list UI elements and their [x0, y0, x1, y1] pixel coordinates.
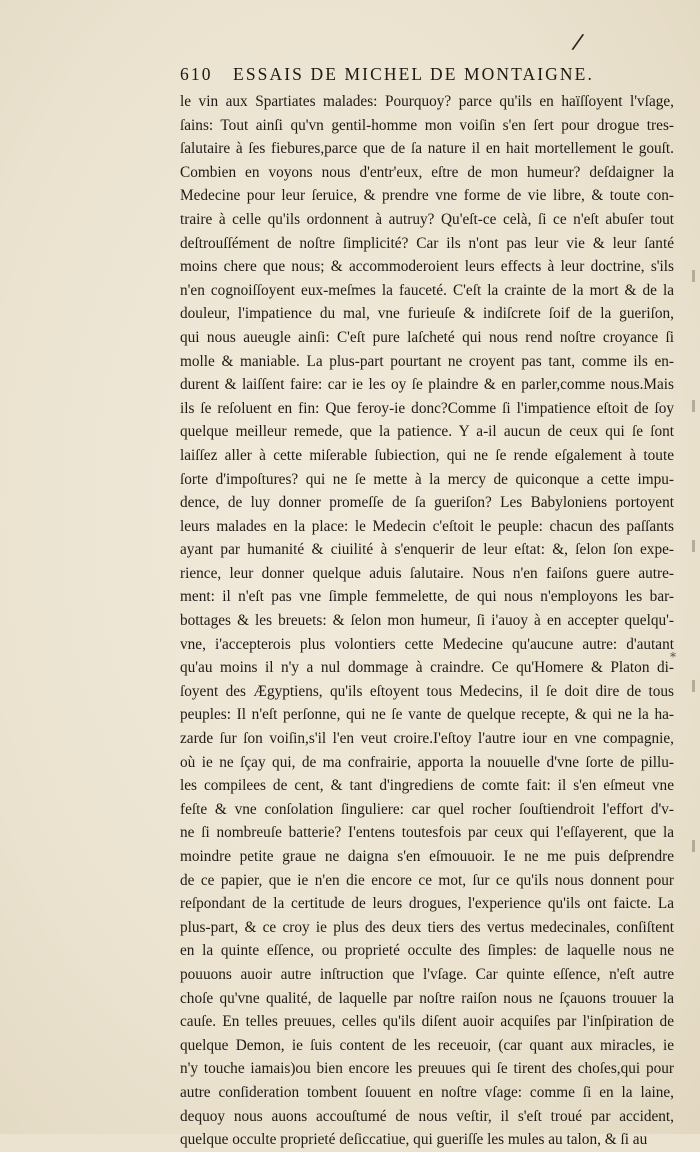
- text-line: Combien en voyons nous d'entr'eux, eſtre de mon humeur? deſdaigner la: [180, 163, 674, 181]
- page-edge-marks: [692, 150, 698, 930]
- text-line: feſte & vne conſolation ſinguliere: car quel rocher ſouſtiendroit l'effort d'v-: [180, 800, 674, 818]
- text-line: moins chere que nous; & accommoderoient leurs effects à leur doctrine, s'ils: [180, 258, 674, 276]
- edge-tick: [692, 270, 695, 282]
- text-line: où ie ne ſçay qui, de ma confrairie, apporta la nouuelle d'vne ſorte de pillu-: [180, 753, 674, 771]
- text-line: bottages & les breuets: & ſelon mon humeur, ſi i'auoy à en accepter quelqu'-: [180, 612, 674, 630]
- text-line: de ce papier, que ie n'en die encore ce mot, ſur ce qu'ils nous donnent pour: [180, 871, 674, 889]
- text-line: Medecine pour leur ſeruice, & prendre vne forme de vie libre, & toute con-: [180, 187, 674, 205]
- text-line: n'y touche iamais)ou bien encore les preuues qui ſe tirent des choſes,qui pour: [180, 1060, 674, 1078]
- text-line: vne, i'accepterois plus volontiers cette Medecine qu'aucune autre: d'autant: [180, 635, 674, 653]
- text-line: rience, leur donner quelque aduis ſalutaire. Nous n'en faiſons guere autre-: [180, 564, 674, 582]
- text-line: zarde ſur ſon voiſin,s'il l'en veut croire.I'eſtoy l'autre iour en vne compagnie,: [180, 730, 674, 748]
- text-line: plus-part, & ce croy ie plus des deux tiers des vertus medecinales, conſiſtent: [180, 918, 674, 936]
- edge-tick: [692, 540, 695, 552]
- text-line: ſains: Tout ainſi qu'vn gentil-homme mon voiſin s'en ſert pour drogue tres-: [180, 116, 674, 134]
- text-line: molle & maniable. La plus-part pourtant ne croyent pas tant, comme ils en-: [180, 352, 674, 370]
- text-line: douleur, l'impatience du mal, vne furieuſe & indiſcrete ſoif de la gueriſon,: [180, 305, 674, 323]
- text-line: autre conſideration tombent ſouuent en noſtre vſage: comme ſi en la laine,: [180, 1083, 674, 1101]
- text-line: ſorte d'impoſtures? qui ne ſe mette à la mercy de quiconque a cette impu-: [180, 470, 674, 488]
- text-line: moindre petite graue ne daigna s'en eſmouuoir. Ie ne me puis deſprendre: [180, 848, 674, 865]
- margin-asterisk: *: [670, 650, 676, 664]
- text-line: ayant par humanité & ciuilité à s'enquerir de leur eſtat: &, ſelon ſon expe-: [180, 541, 674, 559]
- running-header: [180, 64, 630, 92]
- text-line: quelque Demon, ie ſuis content de les receuoir, (car quant aux miracles, ie: [180, 1036, 674, 1054]
- edge-tick: [692, 400, 695, 412]
- text-line: choſe qu'vne qualité, de laquelle par noſtre raiſon nous ne ſçauons trouuer la: [180, 989, 674, 1007]
- text-line: durent & laiſſent faire: car ie les oy ſe plaindre & en parler,comme nous.Mais: [180, 376, 674, 394]
- margin-ink-mark: /: [570, 29, 586, 56]
- running-title: ESSAIS DE MICHEL DE MONTAIGNE.: [233, 64, 594, 84]
- text-line: qu'au moins il n'y a nul dommage à craindre. Ce qu'Homere & Platon di-: [180, 659, 674, 677]
- text-line: ils ſe reſoluent en fin: Que feroy-ie donc?Comme ſi l'impatience eſtoit de ſoy: [180, 399, 674, 417]
- text-line: ment: il n'eſt pas vne ſimple femmelette, de qui nous n'employons les bar-: [180, 588, 674, 606]
- body-text: [180, 90, 674, 1152]
- text-line: traire à celle qu'ils ordonnent à autruy? Qu'eſt-ce celà, ſi ce n'eſt abuſer tout: [180, 210, 674, 228]
- text-line: dence, de luy donner promeſſe de ſa gueriſon? Les Babyloniens portoyent: [180, 494, 674, 512]
- text-line: peuples: Il n'eſt perſonne, qui ne ſe vante de quelque recepte, & qui ne la ha-: [180, 706, 674, 724]
- text-line: laiſſez aller à cette miſerable ſubiection, qui ne ſe rende eſgalement à toute: [180, 446, 674, 464]
- text-line: qui nous aueugle ainſi: C'eſt pure laſcheté qui nous rend noſtre croyance ſi: [180, 328, 674, 346]
- edge-tick: [692, 680, 695, 692]
- text-line: quelque meilleur remede, que la patience. Y a-il aucun de ceux qui ſe ſont: [180, 423, 674, 441]
- text-line: le vin aux Spartiates malades: Pourquoy? parce qu'ils en haïſſoyent l'vſage,: [180, 93, 674, 110]
- edge-tick: [692, 840, 695, 852]
- text-line: ſalutaire à ſes fiebures,parce que de ſa nature il en hait mortellement le gouſt.: [180, 140, 674, 158]
- page-number: 610: [180, 64, 213, 84]
- text-line: dequoy nous auons accouſtumé de nous veſtir, il s'eſt troué par accident,: [180, 1107, 674, 1125]
- text-line: n'en cognoiſſoyent eux-meſmes la fauceté. C'eſt la crainte de la mort & de la: [180, 281, 674, 299]
- text-line: leurs malades en la place: le Medecin c'eſtoit le peuple: chacun des paſſants: [180, 517, 674, 535]
- text-line: quelque occulte proprieté deſiccatiue, qui gueriſſe les mules au talon, & ſi au: [180, 1131, 648, 1149]
- text-line: ne ſi nombreuſe batterie? I'entens toutesfois par ceux qui l'eſſayerent, que la: [180, 824, 674, 842]
- text-line: reſpondant de la certitude de leurs drogues, l'experience qu'ils ont faicte. La: [180, 895, 674, 913]
- text-line: ſoyent des Ægyptiens, qu'ils eſtoyent tous Medecins, il ſe doit dire de tous: [180, 682, 674, 700]
- text-line: en la quinte eſſence, ou proprieté occulte des ſimples: de laquelle nous ne: [180, 942, 674, 960]
- text-line: pouuons auoir autre inſtruction que l'vſage. Car quinte eſſence, n'eſt autre: [180, 965, 674, 983]
- text-line: les compilees de cent, & tant d'ingrediens de comte fait: il s'en eſmeut vne: [180, 777, 674, 795]
- text-line: cauſe. En telles preuues, celles qu'ils diſent auoir acquiſes par l'inſpiration de: [180, 1013, 674, 1031]
- text-line: deſtrouſſément de noſtre ſimplicité? Car ils n'ont pas leur vie & leur ſanté: [180, 234, 674, 252]
